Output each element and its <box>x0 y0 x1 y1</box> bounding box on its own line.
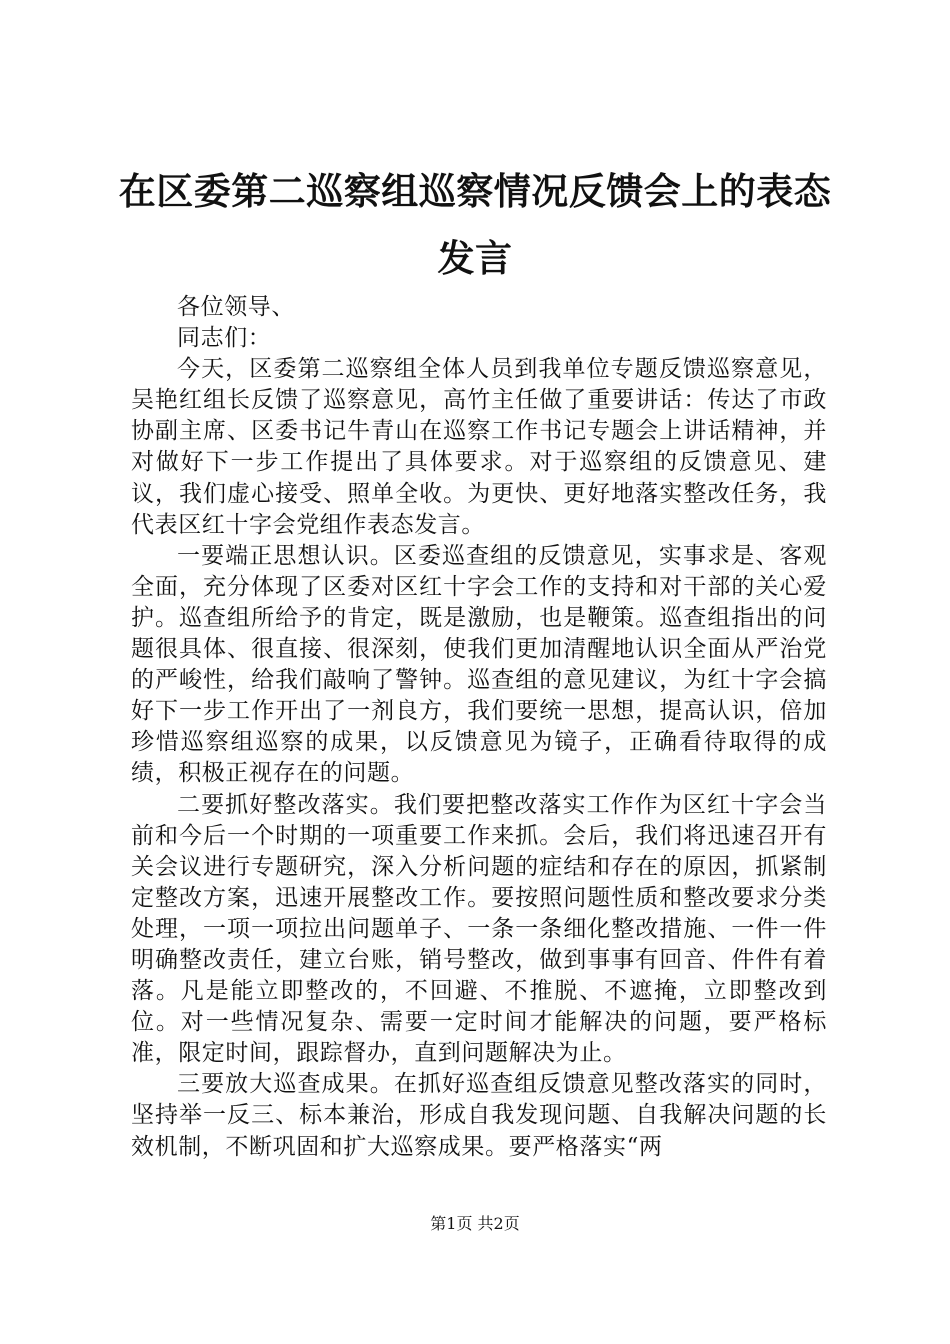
paragraph-intro: 今天，区委第二巡察组全体人员到我单位专题反馈巡察意见，吴艳红组长反馈了巡察意见，高竹主任做了重要讲话：传达了市政协副主席、区委书记牛青山在巡察工作书记专题会上讲话精神，并对做好下一步工作提出了具体要求。对于巡察组的反馈意见、建议，我们虚心接受、照单全收。为更快、更好地落实整改任务，我代表区红十字会党组作表态发言。 <box>131 356 827 538</box>
salutation-line-2: 同志们： <box>177 325 272 352</box>
paragraph-point-2: 二要抓好整改落实。我们要把整改落实工作作为区红十字会当前和今后一个时期的一项重要工作来抓。会后，我们将迅速召开有关会议进行专题研究，深入分析问题的症结和存在的原因，抓紧制定整改方案，迅速开展整改工作。要按照问题性质和整改要求分类处理，一项一项拉出问题单子、一条一条细化整改措施、一件一件明确整改责任，建立台账，销号整改，做到事事有回音、件件有着落。凡是能立即整改的，不回避、不推脱、不遮掩，立即整改到位。对一些情况复杂、需要一定时间才能解决的问题，要严格标准，限定时间，跟踪督办，直到问题解决为止。 <box>131 791 827 1067</box>
paragraph-point-1: 一要端正思想认识。区委巡查组的反馈意见，实事求是、客观全面，充分体现了区委对区红十字会工作的支持和对干部的关心爱护。巡查组所给予的肯定，既是激励，也是鞭策。巡查组指出的问题很具体、很直接、很深刻，使我们更加清醒地认识全面从严治党的严峻性，给我们敲响了警钟。巡查组的意见建议，为红十字会搞好下一步工作开出了一剂良方，我们要统一思想，提高认识，倍加珍惜巡察组巡察的成果，以反馈意见为镜子，正确看待取得的成绩，积极正视存在的问题。 <box>131 542 827 787</box>
page-number-footer: 第1页 共2页 <box>430 1214 520 1233</box>
paragraph-point-3: 三要放大巡查成果。在抓好巡查组反馈意见整改落实的同时，坚持举一反三、标本兼治，形成自我发现问题、自我解决问题的长效机制，不断巩固和扩大巡察成果。要严格落实“两 <box>131 1071 827 1160</box>
salutation-line-1: 各位领导、 <box>177 294 295 320</box>
document-body <box>131 292 827 1163</box>
document-title: 在区委第二巡察组巡察情况反馈会上的表态发言 <box>118 169 832 280</box>
